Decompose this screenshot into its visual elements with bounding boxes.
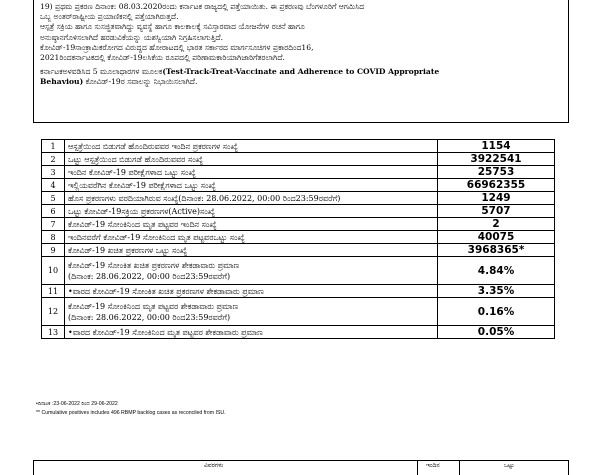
intro-fragment: ಕೋವಿಡ್-19ರ ಸವಾಲನ್ನು ನಿಭಾಯಿಸಲಾಗಿದೆ. [83, 77, 198, 87]
stats-row [42, 179, 555, 192]
row-number: 1 [42, 140, 65, 153]
intro-fragment-bold: Behaviou) [40, 77, 84, 87]
stats-row [42, 244, 555, 257]
row-value: 3968365* [438, 244, 555, 257]
row-label-line: •ವಾರದ ಕೋವಿಡ್-19 ಸೋಂಕಿತ ಖಚಿತ ಪ್ರಕರಣಗಳ ಶೇಕಡಾವಾರು ಪ್ರಮಾಣ [68, 286, 264, 296]
stats-row [42, 192, 555, 205]
intro-line: ಒಬ್ಬ ಅಂತರ್‌ರಾಷ್ಟ್ರೀಯ ಪ್ರಯಾಣಿಕನಲ್ಲಿ ಪತ್ತೆಯಾಗಿರುತ್ತದೆ. [40, 12, 179, 22]
row-value: 40075 [438, 231, 555, 244]
row-number: 12 [42, 298, 65, 326]
row-value: 0.05% [438, 326, 555, 339]
row-label-line: •ವಾರದ ಕೋವಿಡ್-19 ಸೋಂಕಿನಿಂದ ಮೃತ ಪಟ್ಟವರ ಶೇಕಡಾವಾರು ಪ್ರಮಾಣ [68, 327, 263, 337]
row-number: 2 [42, 153, 65, 166]
next-table-header [33, 460, 569, 475]
row-value: 2 [438, 218, 555, 231]
row-label-line: ಕೋವಿಡ್-19 ಸೋಂಕಿತ ಖಚಿತ ಪ್ರಕರಣಗಳ ಶೇಕಡಾವಾರು ಪ್ರಮಾಣ [68, 260, 240, 270]
row-label [65, 298, 438, 326]
stats-row [42, 231, 555, 244]
row-value: 1154 [438, 140, 555, 153]
row-number: 7 [42, 218, 65, 231]
row-label-line: ಕೋವಿಡ್-19 ಸೋಂಕಿನಿಂದ ಮೃತ ಪಟ್ಟವರ ಇಂದಿನ ಸಂಖ್ಯೆ [68, 219, 217, 229]
row-label-line: ಒಟ್ಟು ಆಸ್ಪತ್ರೆಯಿಂದ ಬಿಡುಗಡೆ ಹೊಂದಿರುವವರ ಸಂಖ್ಯೆ [68, 154, 203, 164]
row-value: 1249 [438, 192, 555, 205]
intro-line [40, 77, 565, 87]
covid-stats-table [41, 139, 555, 339]
row-value: 0.16% [438, 298, 555, 326]
row-label [65, 166, 438, 179]
row-number: 3 [42, 166, 65, 179]
row-number: 5 [42, 192, 65, 205]
row-value: 66962355 [438, 179, 555, 192]
row-value: 3.35% [438, 285, 555, 298]
row-label-line: ಇಂದಿನ ಕೋವಿಡ್-19 ಪರೀಕ್ಷೆಗಳಾದ ಒಟ್ಟು ಸಂಖ್ಯೆ [68, 167, 196, 177]
row-label [65, 257, 438, 285]
intro-line: 19) ಪ್ರಥಮ ಪ್ರಕರಣ ದಿನಾಂಕ: 08.03.2020ರಂದು ಕರ್ನಾಟಕ ರಾಜ್ಯದಲ್ಲಿ ಪತ್ತೆಯಾಯಿತು. ಈ ಪ್ರಕರಣವು ಬೆಂಗಳೂರಿಗೆ ಆಗಮಿಸಿದ [40, 2, 365, 11]
row-label [65, 231, 438, 244]
stats-row [42, 257, 555, 285]
stats-row [42, 298, 555, 326]
header-today: ಇಂದಿನ [426, 462, 440, 469]
row-label-line: ಒಟ್ಟು ಕೋವಿಡ್-19ಸಕ್ರಿಯ ಪ್ರಕರಣಗಳ(Active)ಸಂಖ್ಯೆ [68, 206, 215, 216]
row-label-line: ಆಸ್ಪತ್ರೆಯಿಂದ ಬಿಡುಗಡೆ ಹೊಂದಿರುವವರ ಇಂದಿನ ಪ್ರಕರಣಗಳ ಸಂಖ್ಯೆ [68, 141, 238, 151]
stats-row [42, 218, 555, 231]
row-label [65, 326, 438, 339]
row-label-line: ಕೋವಿಡ್-19 ಖಚಿತ ಪ್ರಕರಣಗಳ ಒಟ್ಟು ಸಂಖ್ಯೆ [68, 245, 188, 255]
column-divider [417, 461, 418, 475]
row-label [65, 218, 438, 231]
row-number: 9 [42, 244, 65, 257]
header-details: ವಿವರಗಳು [204, 462, 224, 469]
intro-fragment-bold: (Test-Track-Treat-Vaccinate and Adherence to COVID Appropriate [162, 67, 440, 77]
row-label [65, 192, 438, 205]
row-label-line: ಇಲ್ಲಿಯವರೆಗಿನ ಕೋವಿಡ್-19 ಪರೀಕ್ಷೆಗಳಾದ ಒಟ್ಟು ಸಂಖ್ಯೆ [68, 180, 216, 190]
footnote-date-range: •ದಿನಾಂಕ :23-06-2022 ರಿಂದ 29-06-2022 [36, 401, 118, 407]
row-label [65, 153, 438, 166]
row-label [65, 140, 438, 153]
row-number: 8 [42, 231, 65, 244]
footnote-cumulative: ** Cumulative positives includes 496 RBMP backlog cases as reconciled from ISU. [36, 410, 226, 416]
row-number: 6 [42, 205, 65, 218]
row-label [65, 285, 438, 298]
row-value: 5707 [438, 205, 555, 218]
intro-line [40, 67, 565, 77]
row-value: 4.84% [438, 257, 555, 285]
stats-row [42, 153, 555, 166]
stats-row [42, 205, 555, 218]
stats-row [42, 326, 555, 339]
column-divider [459, 461, 460, 475]
footnotes [36, 400, 226, 418]
stats-row [42, 140, 555, 153]
stats-row [42, 285, 555, 298]
row-value: 25753 [438, 166, 555, 179]
row-label-line: ಹೊಸ ಪ್ರಕರಣಗಳು ವರದಿಯಾಗಿರುವ ಸಂಖ್ಯೆ(ದಿನಾಂಕ: 28.06.2022, 00:00 ರಿಂದ23:59ರವರೆಗೆ) [68, 193, 341, 203]
row-label [65, 179, 438, 192]
row-value: 3922541 [438, 153, 555, 166]
header-total: ಒಟ್ಟು [504, 462, 515, 469]
row-label-line: ಕೋವಿಡ್-19 ಸೋಂಕಿನಿಂದ ಮೃತ ಪಟ್ಟವರ ಶೇಕಡಾವಾರು ಪ್ರಮಾಣ [68, 301, 239, 311]
intro-fragment: ಕರ್ನಾಟಕಅಳವಡಿಸಿದ 5 ಮೂಲಾಧಾರಗಳ ಮೂಲಕ [40, 67, 163, 77]
row-label-subline: (ದಿನಾಂಕ: 28.06.2022, 00:00 ರಿಂದ23:59ರವರೆಗೆ) [68, 312, 231, 322]
row-number: 11 [42, 285, 65, 298]
row-label [65, 244, 438, 257]
row-number: 13 [42, 326, 65, 339]
row-number: 10 [42, 257, 65, 285]
row-number: 4 [42, 179, 65, 192]
intro-line: ಅನುಷ್ಠಾನಗೊಳಿಸಲಾಗಿದೆ ಹರಡುವಿಕೆಯನ್ನು ಯಶಸ್ವಿಯಾಗಿ ನಿಗ್ರಹಿಸಲಾಗುತ್ತಿದೆ. [40, 32, 224, 42]
intro-line: 2021ರಿಂದಕರ್ನಾಟಕದಲ್ಲಿ ಕೋವಿಡ್-19ಲಸಿಕೆಯ ರೂಪದಲ್ಲಿ ಪರಿಣಾಮಕಾರಿಯಾಗಿಜಾರಿಗೆತರಲಾಗಿದೆ. [40, 53, 285, 63]
intro-text [40, 2, 565, 88]
intro-line: ಆಸ್ಪತ್ರೆ ಸಕ್ರಿಯ ಹಾಗೂ ಸುಸಜ್ಜಿತವಾಗಿದ್ದು ವ್ಯವಸ್ಥೆ ಹಾಗೂ ಕಾಲಕಾಲಕ್ಕೆ ಸವಿಸ್ತಾರವಾದ ಯೋಜನೆಗಳ ರಚನೆ ಹಾಗೂ [40, 22, 305, 32]
row-label-subline: (ದಿನಾಂಕ: 28.06.2022, 00:00 ರಿಂದ23:59ರವರೆಗೆ) [68, 271, 231, 281]
row-label-line: ಇಂದಿನವರೆಗೆ ಕೋವಿಡ್-19 ಸೋಂಕಿನಿಂದ ಮೃತ ಪಟ್ಟವರಒಟ್ಟು ಸಂಖ್ಯೆ [68, 232, 245, 242]
intro-line: ಕೋವಿಡ್-19ಸಾಂಕ್ರಾಮಿಕರೋಗದ ವಿರುದ್ಧದ ಹೋರಾಟದಲ್ಲಿ ಭಾರತ ಸರ್ಕಾರದ ಮಾರ್ಗಸೂಚಿಗಳ ಪ್ರಕಾರದಿಂದ16, [40, 42, 314, 52]
stats-row [42, 166, 555, 179]
row-label [65, 205, 438, 218]
